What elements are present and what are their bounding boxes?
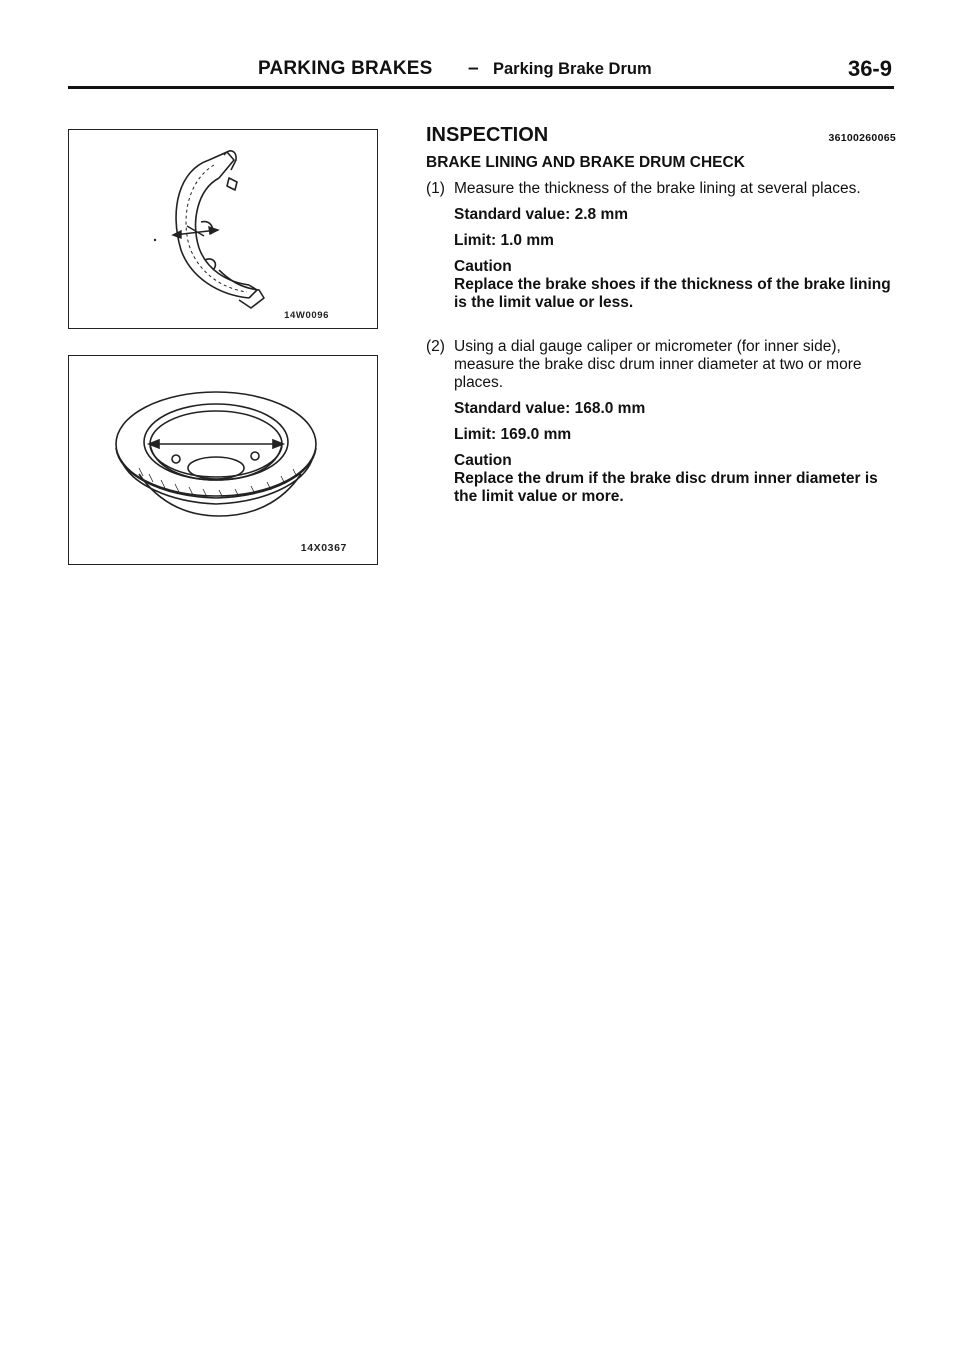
standard-value: Standard value: 168.0 mm (454, 400, 646, 417)
section-title: PARKING BRAKES (258, 58, 433, 79)
header-rule (68, 86, 894, 89)
inspection-heading-row (426, 124, 896, 154)
figure-code: 14W0096 (284, 310, 329, 321)
item-number: (1) (426, 180, 445, 197)
figure-code: 14X0367 (300, 542, 347, 554)
inspection-item-2 (426, 338, 896, 506)
item-text: Using a dial gauge caliper or micrometer (for inner side), measure the brake disc drum inner diameter at two or more places. (454, 338, 862, 391)
brake-drum-illustration (69, 356, 377, 564)
header-dash: – (468, 58, 479, 79)
standard-value: Standard value: 2.8 mm (454, 206, 629, 223)
item-number: (2) (426, 338, 445, 355)
inspection-title: INSPECTION (426, 124, 549, 146)
subsection-title: Parking Brake Drum (493, 60, 652, 78)
limit-value: Limit: 1.0 mm (454, 232, 554, 249)
inspection-item-1 (426, 180, 896, 312)
caution-text: Replace the drum if the brake disc drum inner diameter is the limit value or more. (454, 470, 878, 505)
check-subheading: BRAKE LINING AND BRAKE DRUM CHECK (426, 154, 745, 171)
brake-shoe-illustration (69, 130, 377, 328)
limit-value: Limit: 169.0 mm (454, 426, 572, 443)
figure-brake-shoe (68, 129, 378, 329)
inspection-section (426, 124, 896, 506)
caution-text: Replace the brake shoes if the thickness of the brake lining is the limit value or less. (454, 276, 891, 311)
item-text: Measure the thickness of the brake lining at several places. (454, 180, 861, 197)
figure-brake-drum (68, 355, 378, 565)
caution-label: Caution (454, 452, 512, 469)
caution-label: Caution (454, 258, 512, 275)
page-number: 36-9 (847, 56, 892, 81)
inspection-code: 36100260065 (828, 132, 896, 144)
page-header (68, 58, 894, 90)
